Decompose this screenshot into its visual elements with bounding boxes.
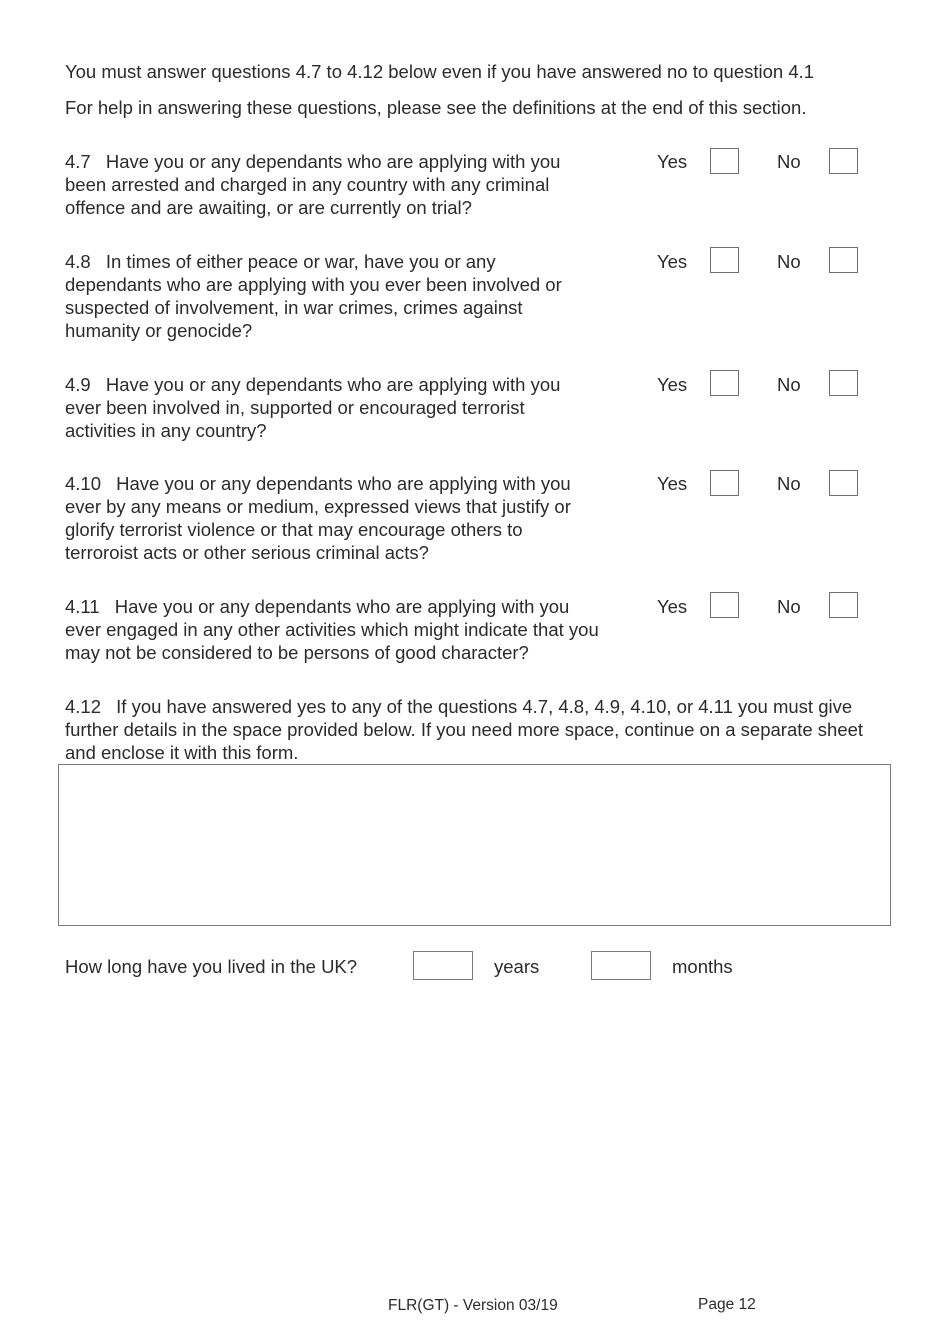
q4-9-yes-checkbox[interactable]	[710, 370, 739, 396]
page-number: Page 12	[698, 1296, 756, 1313]
q4-7-yes-checkbox[interactable]	[710, 148, 739, 174]
question-number: 4.10	[65, 473, 102, 494]
no-label: No	[777, 596, 801, 617]
q4-10-no-checkbox[interactable]	[829, 470, 858, 496]
question-4-8	[65, 250, 570, 342]
question-text: Have you or any dependants who are applying with you ever engaged in any other activities which might indicate that you may not be considered to be persons of good character?	[65, 596, 599, 663]
q4-10-yes-checkbox[interactable]	[710, 470, 739, 496]
question-4-11	[65, 595, 600, 664]
further-details-textarea[interactable]	[58, 764, 891, 926]
q4-8-no-checkbox[interactable]	[829, 247, 858, 273]
no-label: No	[777, 251, 801, 272]
yes-label: Yes	[657, 151, 688, 172]
q4-11-no-checkbox[interactable]	[829, 592, 858, 618]
intro-instruction: You must answer questions 4.7 to 4.12 below even if you have answered no to question 4.1	[65, 61, 815, 82]
yes-label: Yes	[657, 473, 688, 494]
form-version: FLR(GT) - Version 03/19	[388, 1297, 558, 1314]
question-number: 4.7	[65, 151, 91, 172]
question-4-12	[65, 695, 890, 764]
q4-9-no-checkbox[interactable]	[829, 370, 858, 396]
question-number: 4.9	[65, 374, 91, 395]
months-input[interactable]	[591, 951, 651, 980]
yes-label: Yes	[657, 251, 688, 272]
months-label: months	[672, 956, 733, 977]
question-text: Have you or any dependants who are applying with you ever by any means or medium, expressed views that justify or glorify terrorist violence or that may encourage others to terroroist acts or other serious criminal acts?	[65, 473, 571, 563]
question-4-10	[65, 472, 600, 564]
years-input[interactable]	[413, 951, 473, 980]
question-number: 4.8	[65, 251, 91, 272]
question-4-7	[65, 150, 590, 219]
question-text: Have you or any dependants who are applying with you ever been involved in, supported or encouraged terrorist activities in any country?	[65, 374, 561, 441]
q4-11-yes-checkbox[interactable]	[710, 592, 739, 618]
q4-7-no-checkbox[interactable]	[829, 148, 858, 174]
intro-help-text: For help in answering these questions, please see the definitions at the end of this section.	[65, 97, 807, 118]
question-text: If you have answered yes to any of the questions 4.7, 4.8, 4.9, 4.10, or 4.11 you must give further details in the space provided below. If you need more space, continue on a separate sheet and enclose it with this form.	[65, 696, 864, 763]
yes-label: Yes	[657, 596, 688, 617]
question-text: In times of either peace or war, have you or any dependants who are applying with you ever been involved or suspected of involvement, in war crimes, crimes against humanity or genocide?	[65, 251, 562, 341]
q4-8-yes-checkbox[interactable]	[710, 247, 739, 273]
no-label: No	[777, 374, 801, 395]
no-label: No	[777, 473, 801, 494]
yes-label: Yes	[657, 374, 688, 395]
question-4-9	[65, 373, 585, 442]
years-label: years	[494, 956, 540, 977]
uk-residence-question: How long have you lived in the UK?	[65, 956, 358, 977]
question-number: 4.11	[65, 596, 100, 617]
question-text: Have you or any dependants who are applying with you been arrested and charged in any country with any criminal offence and are awaiting, or are currently on trial?	[65, 151, 561, 218]
no-label: No	[777, 151, 801, 172]
question-number: 4.12	[65, 696, 102, 717]
